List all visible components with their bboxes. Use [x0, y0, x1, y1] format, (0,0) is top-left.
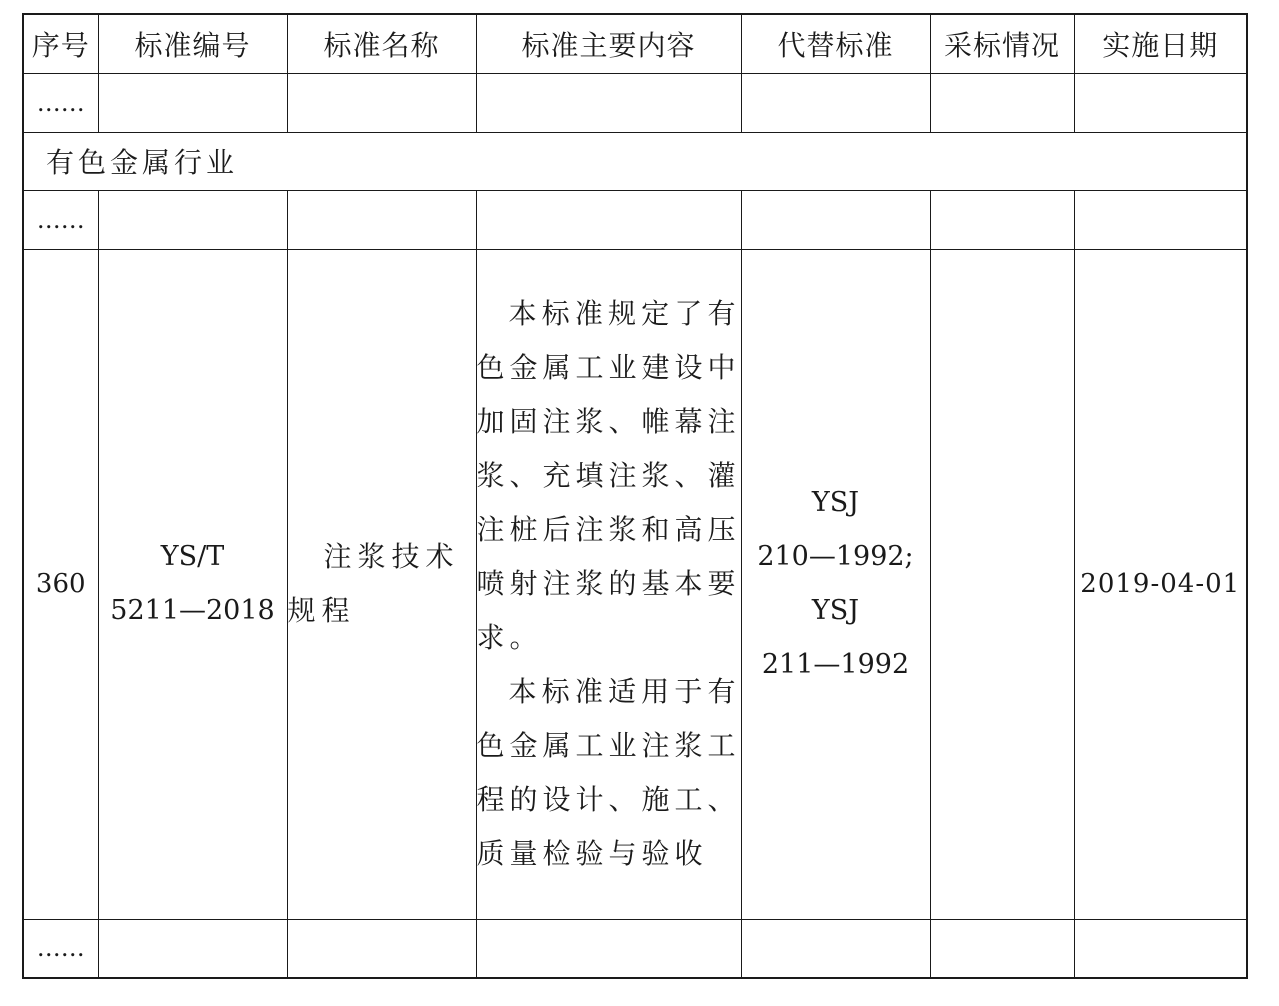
empty-cell	[741, 190, 930, 249]
table-row	[23, 249, 1247, 919]
ellipsis-row	[23, 190, 1247, 249]
empty-cell	[1074, 190, 1247, 249]
empty-cell	[741, 919, 930, 978]
serial-number: 360	[23, 249, 98, 919]
implementation-date: 2019-04-01	[1074, 249, 1247, 919]
standard-code-line: 5211—2018	[110, 595, 275, 626]
standard-code	[98, 249, 287, 919]
content-paragraph: 本标准规定了有色金属工业建设中加固注浆、帷幕注浆、充填注浆、灌注桩后注浆和高压喷射注浆的基本要求。	[476, 297, 741, 654]
ellipsis-row	[23, 73, 1247, 132]
header-serial: 序号	[23, 14, 98, 73]
header-adoption: 采标情况	[930, 14, 1074, 73]
ellipsis-row	[23, 919, 1247, 978]
replaced-standards	[741, 249, 930, 919]
empty-cell	[98, 919, 287, 978]
standard-name-text: 注浆技术规程	[287, 540, 460, 627]
header-implementation-date: 实施日期	[1074, 14, 1247, 73]
empty-cell	[930, 73, 1074, 132]
empty-cell	[930, 919, 1074, 978]
empty-cell	[476, 73, 741, 132]
content-paragraph: 本标准适用于有色金属工业注浆工程的设计、施工、质量检验与验收	[476, 675, 741, 870]
empty-cell	[741, 73, 930, 132]
ellipsis-cell: ……	[23, 919, 98, 978]
replaced-standard-line: YSJ	[811, 487, 860, 518]
replaced-standard-line: YSJ	[811, 595, 860, 626]
empty-cell	[287, 190, 476, 249]
replaced-standard-line: 211—1992	[761, 649, 910, 680]
standards-table	[22, 13, 1248, 979]
section-title: 有色金属行业	[23, 132, 1247, 190]
main-content	[476, 249, 741, 919]
replaced-standard-line: 210—1992;	[757, 541, 914, 572]
header-standard-code: 标准编号	[98, 14, 287, 73]
ellipsis-cell: ……	[23, 73, 98, 132]
empty-cell	[98, 190, 287, 249]
section-row	[23, 132, 1247, 190]
empty-cell	[98, 73, 287, 132]
empty-cell	[476, 919, 741, 978]
header-main-content: 标准主要内容	[476, 14, 741, 73]
empty-cell	[287, 919, 476, 978]
empty-cell	[287, 73, 476, 132]
header-row	[23, 14, 1247, 73]
header-replaced-standard: 代替标准	[741, 14, 930, 73]
empty-cell	[1074, 919, 1247, 978]
empty-cell	[1074, 73, 1247, 132]
header-standard-name: 标准名称	[287, 14, 476, 73]
adoption-status	[930, 249, 1074, 919]
standard-name	[287, 249, 476, 919]
empty-cell	[930, 190, 1074, 249]
ellipsis-cell: ……	[23, 190, 98, 249]
standard-code-line: YS/T	[160, 541, 225, 572]
empty-cell	[476, 190, 741, 249]
